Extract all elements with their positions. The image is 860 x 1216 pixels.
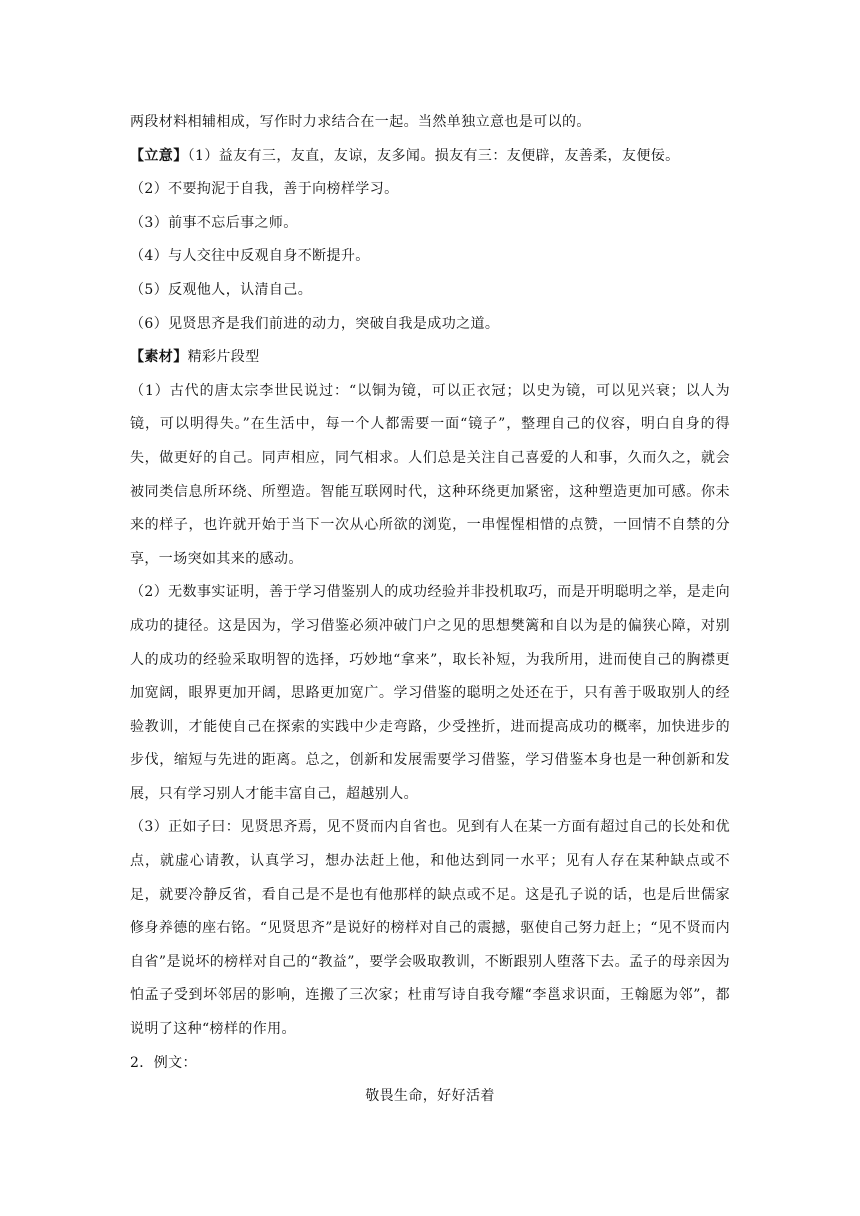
sucai-paragraph-2: （2）无数事实证明，善于学习借鉴别人的成功经验并非投机取巧，而是开明聪明之举，是走向成功的捷径。这是因为，学习借鉴必须冲破门户之见的思想樊篱和自以为是的偏狭心障，对别人的成功的经验采取明智的选择，巧妙地“拿来”，取长补短，为我所用，进而使自己的胸襟更加宽阔，眼界更加开阔，思路更加宽广。学习借鉴的聪明之处还在于，只有善于吸取别人的经验教训，才能使自己在探索的实践中少走弯路，少受挫折，进而提高成功的概率，加快进步的步伐，缩短与先进的距离。总之，创新和发展需要学习借鉴，学习借鉴本身也是一种创新和发展，只有学习别人才能丰富自己，超越别人。 [130, 584, 730, 802]
sucai-heading [130, 341, 730, 375]
liyi-paragraph-1 [130, 140, 730, 174]
liyi-label: 【立意】 [130, 147, 188, 164]
essay-title: 敬畏生命，好好活着 [365, 1088, 495, 1105]
example-label: 2．例文： [130, 1054, 197, 1071]
liyi-item-6: （6）见贤思齐是我们前进的动力，突破自我是成功之道。 [130, 315, 500, 332]
liyi-item-5: （5）反观他人，认清自己。 [130, 281, 313, 298]
document-page [130, 106, 730, 1128]
liyi-item-3: （3）前事不忘后事之师。 [130, 214, 298, 231]
liyi-item-4: （4）与人交往中反观自身不断提升。 [130, 248, 370, 265]
liyi-item-1: （1）益友有三，友直，友谅，友多闻。损友有三：友便辟，友善柔，友便佞。 [187, 147, 680, 164]
intro-paragraph: 两段材料相辅相成，写作时力求结合在一起。当然单独立意也是可以的。 [130, 114, 591, 130]
sucai-label: 【素材】 [130, 349, 188, 366]
sucai-type: 精彩片段型 [187, 349, 260, 366]
sucai-paragraph-1: （1）古代的唐太宗李世民说过：“以铜为镜，可以正衣冠；以史为镜，可以见兴衰；以人为镜，可以明得失。”在生活中，每一个人都需要一面“镜子”，整理自己的仪容，明白自身的得失，做更好的自己。同声相应，同气相求。人们总是关注自己喜爱的人和事，久而久之，就会被同类信息所环绕、所塑造。智能互联网时代，这种环绕更加紧密，这种塑造更加可感。你未来的样子，也许就开始于当下一次从心所欲的浏览，一串惺惺相惜的点赞，一回情不自禁的分享，一场突如其来的感动。 [130, 382, 730, 567]
liyi-item-2: （2）不要拘泥于自我，善于向榜样学习。 [130, 181, 399, 198]
sucai-paragraph-3: （3）正如子曰：见贤思齐焉，见不贤而内自省也。见到有人在某一方面有超过自己的长处和优点，就虚心请教，认真学习，想办法赶上他，和他达到同一水平；见有人存在某种缺点或不足，就要冷静反省，看自己是不是也有他那样的缺点或不足。这是孔子说的话，也是后世儒家修身养德的座右铭。“见贤思齐”是说好的榜样对自己的震撼，驱使自己努力赶上；“见不贤而内自省”是说坏的榜样对自己的“教益”，要学会吸取教训，不断跟别人堕落下去。孟子的母亲因为怕孟子受到坏邻居的影响，连搬了三次家；杜甫写诗自我夸耀“李邕求识面，王翰愿为邻”，都说明了这种“榜样的作用。 [130, 819, 730, 1038]
